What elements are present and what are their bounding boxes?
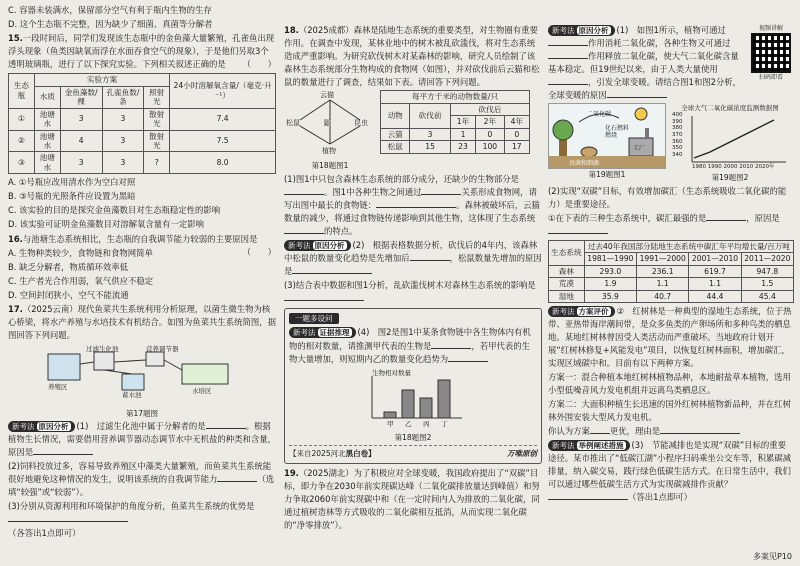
chart19-caption: 第19题图2 (711, 173, 749, 183)
q18-part3-text: (3)结合表中数据和图1分析，乱砍滥伐树木对森林生态系统的影响是 (284, 279, 536, 290)
table-cell: 1.1 (637, 278, 689, 290)
table-cell: 云猫 (381, 128, 410, 140)
q18-stem (284, 24, 542, 89)
q17-answer-note: （各答出1点即可） (8, 528, 81, 539)
answer-blank[interactable] (660, 425, 740, 434)
table-cell: 0 (476, 128, 504, 140)
q19-part1-text-c: 作用释放二氧化碳，使大气二氧化碳含量基本稳定。但19世纪以来，由于人类大量使用 (548, 51, 739, 75)
table-row (9, 152, 276, 174)
table-cell: 3 (60, 108, 102, 130)
tag-label: 新考法 (12, 422, 35, 432)
y-tick: 340 (672, 151, 683, 158)
reservoir-shape (122, 374, 144, 390)
co2-line-chart (670, 114, 790, 172)
fig19-label-decomposer: 真菌和细菌 (569, 160, 600, 168)
table-cell: 17 (504, 141, 529, 153)
q18-part1-text-c: 关系形成食物网，请写出图中最长的食物链： (284, 186, 537, 210)
x-tick: 2020 (755, 164, 769, 171)
table-cell: 100 (476, 141, 504, 153)
q19-part3-note: （答出1点即可） (628, 492, 692, 503)
table-cell: 7.4 (170, 108, 276, 130)
table-header: 2011—2020 (741, 253, 793, 265)
q15-text: 一段时间后，同学们发现该生态瓶中的金鱼藻大量繁殖，孔雀鱼出现浮头现象（鱼类因缺氧而浮在水面吞食空气的现象），于是他们另取3个透明玻璃瓶，进行了以下探究实验。下列相关叙述正确的是 (8, 33, 275, 70)
tag-type: 举例阐述措施 (578, 441, 624, 451)
q18-part1 (284, 173, 542, 238)
column-right (548, 24, 794, 506)
table-cell: 947.8 (741, 265, 793, 277)
table-row (549, 278, 794, 290)
q19-table (548, 240, 794, 303)
answer-blank[interactable] (607, 89, 667, 98)
q15-answer-paren: （ ） (242, 59, 276, 70)
q17-part3-text: (3)分别从资源利用和环境保护的角度分析，鱼菜共生系统的优势是 (8, 501, 255, 512)
extension-question-box (284, 308, 542, 464)
tick-label: 丙 (423, 419, 430, 428)
table-cell: 1 (450, 128, 475, 140)
breeding-tank-shape (48, 354, 80, 380)
q15-option-d: D. 该实验可证明金鱼藻数目对溶解氧含量有一定影响 (8, 219, 205, 230)
table-cell: 45.4 (741, 290, 793, 302)
q17-stem (8, 303, 276, 342)
q19-figure-row (548, 103, 794, 185)
bar-bing (420, 398, 432, 418)
chart19-title: 全球大气二氧化碳浓度监测数据图 (681, 104, 779, 113)
pipe-line (114, 360, 146, 362)
pipe-line (164, 360, 182, 370)
table-header: 实验方案 (34, 74, 169, 86)
tag-label: 新考法 (293, 328, 316, 338)
table-header: 砍伐后 (450, 103, 529, 115)
answer-blank[interactable] (376, 199, 456, 208)
q19-part3-text: (3) 节能减排也是实现“双碳”目标的重要途径。某市推出了“低碳江湖”小程序扫码乘坐公交车等，积累碳减排量，纳入碳交易，践行绿色低碳生活方式。在日常生活中，我们可以通过哪些低碳生活方式为实现碳减排作贡献？ (548, 440, 792, 490)
table-header: 1991—2000 (637, 253, 689, 265)
q15-option-a: A. ①号瓶应改用清水作为空白对照 (8, 177, 136, 188)
q17-part1-text: (1) 过滤生化池中属于分解者的是 (76, 421, 206, 432)
answer-blank[interactable] (706, 212, 746, 221)
chart-title: 生物相对数量 (372, 368, 411, 377)
bar-ding (438, 380, 450, 418)
table-row (381, 128, 530, 140)
tag-label: 新考法 (552, 26, 575, 35)
q19-number: 19. (284, 467, 299, 478)
table-cell: 3 (102, 130, 144, 152)
q18-table (380, 90, 530, 153)
qr-label: 视频讲解 (758, 25, 783, 32)
source-line (289, 445, 537, 460)
q16-option-a: A. 生物种类较少，食物链和食物网简单 (8, 247, 153, 258)
q18-part3 (284, 279, 542, 305)
table-header: 2001—2010 (689, 253, 741, 265)
table-cell: 散射光 (144, 130, 170, 152)
table-cell: 0 (504, 128, 529, 140)
x-tick: 1980 (692, 164, 706, 171)
table-cell: 森林 (549, 265, 585, 277)
table-cell: 1.5 (741, 278, 793, 290)
tag-type: 原因分析 (578, 26, 609, 35)
table-cell: 35.9 (584, 290, 636, 302)
table-cell: ? (144, 152, 170, 174)
q18-bar-chart (358, 368, 468, 430)
fig19-label-factory: 工厂 (633, 145, 646, 153)
table-header: 1年 (450, 116, 475, 128)
table-cell: 池塘水 (34, 152, 60, 174)
fig17-label-hydroponic: 水培区 (192, 386, 212, 395)
q15-option-b: B. ③号瓶的光照条件应设置为黑暗 (8, 191, 136, 202)
q19-part2b-answer (548, 425, 794, 438)
column-left (8, 4, 276, 541)
q15-stem (8, 32, 276, 71)
table-row (549, 265, 794, 277)
table-cell: 293.0 (584, 265, 636, 277)
answer-blank[interactable] (548, 491, 628, 500)
table-cell: ② (9, 130, 35, 152)
table-cell: ① (9, 108, 35, 130)
column-middle (284, 24, 542, 533)
q18-part4-text: (4) 图2是图1中某条食物链中各生物体内有机物的相对数量，请推测甲代表的生物是 (289, 327, 531, 351)
q18-part1-text-d: 。森林被破坏后，云猫数量的减少，将通过食物链传递影响到其他生物，这体现了生态系统 (284, 199, 540, 223)
new-method-tag (284, 240, 351, 251)
answer-blank[interactable] (284, 292, 364, 301)
table-header: 4年 (504, 116, 529, 128)
q14-option-c: C. 容器未装满水，保留部分空气有利于瓶内生物的生存 (8, 5, 212, 15)
table-cell: 7.5 (170, 130, 276, 152)
answer-blank[interactable] (448, 353, 488, 362)
new-method-tag (548, 25, 615, 36)
answer-blank[interactable] (548, 37, 588, 46)
answer-blank[interactable] (8, 513, 128, 522)
animal-icon (581, 147, 597, 157)
plan-one: 方案一：混合种植本地红树林植物品种，本地耐盐草本植物，选用小型低噪音风力发电机组并远离鸟类栖息区。 (548, 372, 791, 396)
q17-text: （2025云南）现代鱼菜共生系统利用分析原理，以菌生微生物为核心桥梁，将水产养殖与水培技术有机结合。如图为鱼菜共生系统简图，据图回答下列问题。 (8, 303, 276, 340)
source-brand: 黑白卷】 (345, 449, 376, 459)
q19-co2-chart (670, 103, 790, 185)
tag-type: 方案评价 (578, 307, 609, 317)
q18-part2-text: (2) 根据表格数据分析，砍伐后的4年内，该森林中松鼠的数量变化趋势是先增加后 (284, 239, 538, 263)
table-cell: 23 (450, 141, 475, 153)
q19-part1-text-d: ，引发全球变暖。请结合图1和图2分析，全球变暖的原因 (548, 77, 742, 101)
table-cell: 8.0 (170, 152, 276, 174)
plan-two: 方案二：大面积种植生长迅速的国外红树林植物新品种，并在红树林外围安装大型风力发电机。 (548, 399, 791, 423)
fig18b-caption: 第18题图2 (394, 432, 432, 442)
answer-blank[interactable] (548, 76, 588, 85)
tag-type: 证据推理 (319, 328, 350, 338)
table-row (9, 130, 276, 152)
table-cell: 湿地 (549, 290, 585, 302)
answer-blank[interactable] (284, 225, 324, 234)
aquaponics-diagram (42, 344, 242, 396)
table-cell: 池塘水 (34, 108, 60, 130)
q19-text: （2025湖北）为了积极应对全球变暖，我国政府提出了“双碳”目标，即力争在2030年前实现碳达峰（二氧化碳排放量达到峰值）和努力争取2060年前实现碳中和（在一定时间内人为排放的二氧化碳，同通过植树造林等方式吸收的二氧化碳相互抵消，从而实现二氧化碳的“净零排放”）。 (284, 467, 540, 530)
fig17-label-filter: 过滤生化池 (86, 344, 119, 353)
table-row (549, 290, 794, 302)
extension-box-heading: 一题多设问 (289, 313, 339, 325)
qr-code-box (748, 24, 794, 83)
table-cell: 松鼠 (381, 141, 410, 153)
new-method-tag (8, 421, 75, 432)
table-title: 每平方千米的动物数量/只 (381, 91, 530, 103)
x-tick: 2000 (723, 164, 738, 171)
table-cell: 荒漠 (549, 278, 585, 290)
new-method-tag (289, 327, 356, 338)
x-tick: 年 (769, 164, 775, 171)
table-cell: 619.7 (689, 265, 741, 277)
table-cell: 4 (60, 130, 102, 152)
table-cell: 1.1 (689, 278, 741, 290)
table-header: 生态系统 (549, 240, 585, 265)
table-cell: 3 (102, 108, 144, 130)
answer-blank[interactable] (410, 252, 450, 261)
q19-carbon-cycle-figure (548, 103, 666, 185)
answer-blank[interactable] (421, 186, 461, 195)
table-cell: 15 (410, 141, 450, 153)
q19-stem (284, 467, 542, 532)
fig19-label-co2: 二氧化碳 (587, 111, 612, 119)
answer-blank[interactable] (431, 340, 471, 349)
q19-part2b-text-c: 更优，理由是 (609, 426, 661, 437)
q18-part1-text-e: 的特点。 (324, 225, 358, 236)
table-cell: 44.4 (689, 290, 741, 302)
tag-label: 新考法 (552, 441, 575, 451)
source-text (289, 448, 376, 460)
q18-part4 (289, 326, 537, 365)
fig17-caption: 第17题图 (125, 408, 159, 418)
chart19-yticks (672, 112, 683, 158)
x-tick: 1990 (707, 164, 722, 171)
q19-part2: (2)实现“双碳”目标，有效增加碳汇（生态系统吸收二氧化碳的能力）是重要途径。 (548, 185, 787, 209)
table-cell: 3 (60, 152, 102, 174)
fig18-caption: 第18题图1 (311, 161, 349, 171)
q17-part2 (8, 460, 276, 499)
tag-type: 原因分析 (314, 240, 345, 250)
nutrient-regulator-shape (146, 352, 164, 366)
q15-number: 15. (8, 33, 23, 44)
table-title: 过去40年我国部分陆地生态系统中碳汇年平均增长量/百万吨 (584, 240, 793, 252)
web-label-insect: 昆虫 (354, 119, 368, 128)
q18-number: 18. (284, 25, 299, 35)
food-web-arrow (330, 100, 360, 120)
y-tick: 360 (672, 138, 683, 145)
y-tick: 370 (672, 131, 683, 138)
answer-blank[interactable] (33, 446, 93, 455)
q18-part1-text-b: 。图1中各种生物之间通过 (324, 186, 422, 197)
table-cell: 池塘水 (34, 130, 60, 152)
answer-blank[interactable] (548, 225, 608, 234)
web-label-cloud-cat: 云猫 (320, 91, 334, 100)
table-row (381, 141, 530, 153)
answer-blank[interactable] (548, 50, 588, 59)
table-header: 砍伐前 (410, 103, 450, 128)
pipe-line (80, 362, 94, 364)
q19-part1-text: (1) 如图1所示，植物可通过 (616, 25, 726, 35)
q19-part3 (548, 439, 794, 504)
y-tick: 390 (672, 118, 683, 125)
y-tick: 350 (672, 145, 683, 152)
q19-part2b-text-b: 你认为方案 (548, 426, 590, 437)
q17-part3 (8, 500, 276, 526)
answer-blank[interactable] (292, 265, 372, 274)
tree-icon (553, 120, 573, 140)
table-header: 孔雀鱼数/条 (102, 86, 144, 108)
new-method-tag (548, 306, 615, 317)
co2-series-line (694, 120, 774, 158)
table-header: 2年 (476, 116, 504, 128)
web-label-weasel: 鼬 (324, 119, 331, 128)
tag-label: 新考法 (288, 240, 311, 250)
q17-part1-text-b: 。根据植物生长情况，需要借用营养调节器动态调节水中无机盐的种类和含量，原因是 (8, 421, 276, 458)
bar-yi (402, 390, 414, 418)
table-cell: 3 (102, 152, 144, 174)
table-header: 金鱼藻数/棵 (60, 86, 102, 108)
table-header: 24小时溶解氧含量/（毫克·升⁻¹） (170, 74, 276, 108)
answer-blank[interactable] (590, 425, 610, 434)
table-cell: 236.1 (637, 265, 689, 277)
qr-code-icon[interactable] (751, 33, 791, 73)
table-header: 生态瓶 (9, 74, 35, 108)
table-cell: 40.7 (637, 290, 689, 302)
chimney-shape (645, 128, 649, 138)
table-header: 动物 (381, 103, 410, 128)
qr-caption: 扫码即看 (758, 74, 783, 82)
tick-label: 甲 (387, 419, 394, 428)
answer-blank[interactable] (217, 473, 257, 482)
table-cell: 散射光 (144, 108, 170, 130)
food-web-arrow (300, 100, 330, 120)
q19-part2a-text-b: ，原因是 (746, 212, 780, 223)
answer-blank[interactable] (284, 186, 324, 195)
table-cell: 1.9 (584, 278, 636, 290)
brand-logo: 万唯原创 (507, 449, 537, 459)
chart19-xticks (692, 163, 775, 172)
q14-option-d: D. 这个生态瓶不完整，因为缺少了细菌、真菌等分解者 (8, 19, 213, 30)
q16-option-d: D. 空间封闭狭小，空气不能流通 (8, 289, 129, 300)
pipe-line (104, 370, 132, 374)
new-method-tag (548, 440, 630, 451)
q18-figure-row (284, 90, 542, 160)
q16-text: 与池塘生态系统相比，生态瓶的自我调节能力较弱的主要原因是 (22, 233, 258, 244)
fig17-label-regulator: 营养调节器 (146, 344, 179, 353)
tag-label: 新考法 (552, 307, 575, 317)
q19-part2b (548, 305, 794, 370)
q15-option-c: C. 该实验的目的是探究金鱼藻数目对生态瓶稳定性的影响 (8, 205, 221, 216)
y-tick: 380 (672, 125, 683, 132)
q17-number: 17. (8, 303, 23, 314)
fig17-label-reservoir: 蓄水池 (122, 390, 142, 399)
fig19-label-fossil: 化石燃料燃烧 (605, 125, 630, 139)
q18-food-web (284, 90, 376, 160)
tick-label: 丁 (441, 419, 448, 428)
q16-number: 16. (8, 233, 23, 244)
filter-tank-shape (94, 352, 114, 370)
x-tick: 2010 (739, 164, 754, 171)
q17-part1 (8, 420, 276, 459)
table-header: 水质 (34, 86, 60, 108)
q19-part2a-text: ①在下表的三种生态系统中，碳汇最强的是 (548, 212, 707, 223)
hydroponic-bed-shape (182, 364, 228, 384)
q18-text: （2025成都）森林是陆地生态系统的重要类型，对生物圈有重要作用。在调查中发现，某林业地中的树木被乱砍滥伐，将对生态系统造成严重影响。为研究砍伐树木对某森林的影响，研究人员绘制了该森林生态系统部分生物构成的食物网（如图），并对砍伐前后云猫和松鼠的数量进行了调查，结果如下表。请回答下列问题。 (284, 25, 540, 88)
web-label-squirrel: 松鼠 (286, 119, 300, 128)
q17-figure (42, 344, 242, 406)
ground-shape (549, 156, 665, 168)
page-number: 多案见P10 (752, 552, 792, 561)
fig17-label-breeding: 养殖区 (48, 382, 68, 391)
table-cell: 3 (410, 128, 450, 140)
y-tick: 400 (672, 112, 683, 119)
q19-part2a (548, 212, 794, 238)
q17-part2-text-b: （选填“较强”或“较弱”）。 (8, 474, 275, 498)
web-label-plant: 植物 (322, 147, 336, 156)
q16-option-c: C. 生产者光合作用弱，氧气供应不稳定 (8, 275, 154, 286)
table-header: 照射光 (144, 86, 170, 108)
fig19-caption: 第19题图1 (588, 170, 626, 180)
answer-blank[interactable] (206, 420, 246, 429)
q18-part2-text-b: ，松鼠数量先增加的原因是 (284, 252, 542, 276)
q18-part2 (284, 239, 542, 278)
bar-jia (384, 412, 396, 418)
table-header: 1981—1990 (584, 253, 636, 265)
tag-type: 原因分析 (38, 422, 69, 432)
table-row (9, 108, 276, 130)
tick-label: 乙 (405, 419, 412, 428)
q19-part1-text-b: 作用消耗二氧化碳，各种生物又可通过 (588, 38, 731, 49)
q16-option-b: B. 缺乏分解者，物质循环效率低 (8, 261, 128, 272)
source-prefix: 【来自2025河北 (289, 449, 346, 459)
q15-table (8, 73, 276, 174)
sun-icon (635, 108, 647, 120)
q16-answer-paren: （ ） (242, 246, 276, 257)
q18-part4-text-b: ，若甲代表的生物大量增加，则短期内乙的数量变化趋势为 (289, 340, 530, 364)
table-cell: ③ (9, 152, 35, 174)
q19-part2b-text: ② 红树林是一种典型的湿地生态系统，位于热带、亚热带海岸潮间带，是众多鱼类的产卵场所和多种鸟类的栖息地。某地红树林曾因受人类活动而严重破坏。当地政府计划开展“红树林修复+风能发电”项目，以恢复红树林面积，增加碳汇，实现区域碳中和。目前有以下两种方案。 (548, 306, 792, 369)
q17-part2-text: (2)饲料投放过多，容易导致养殖区中藻类大量繁殖，而鱼菜共生系统能很好地避免这种情况的发生，说明该系统的自我调节能力 (8, 461, 272, 485)
carbon-cycle-diagram (548, 103, 666, 169)
q18-part1-text: (1)图1中只包含森林生态系统的部分成分，还缺少的生物部分是 (284, 173, 519, 184)
